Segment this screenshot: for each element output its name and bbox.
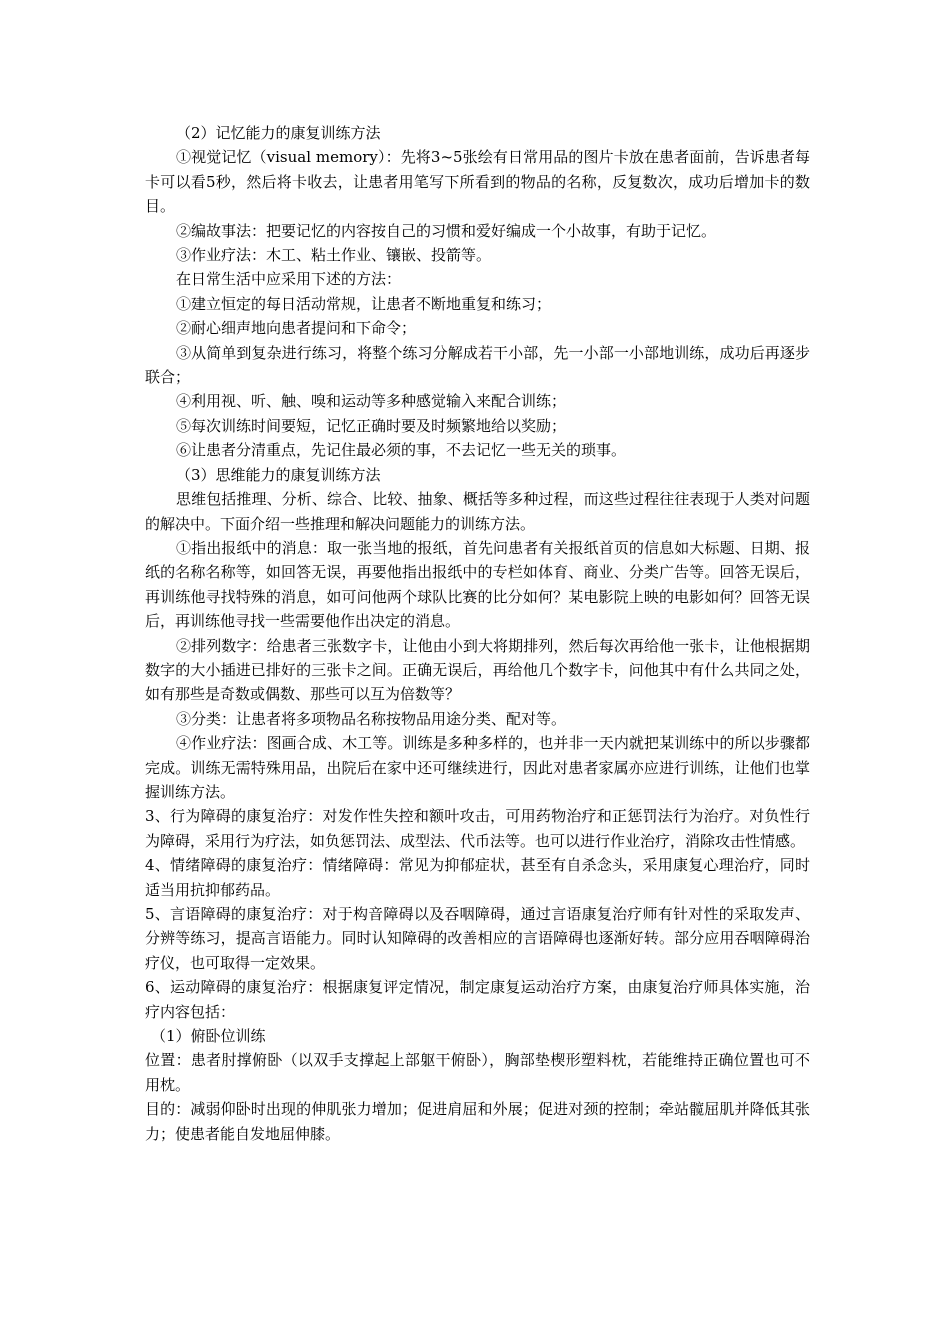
- paragraph-multisensory: ④利用视、听、触、嗅和运动等多种感觉输入来配合训练；: [176, 392, 567, 411]
- paragraph-visual-memory: ①视觉记忆（visual memory）：先将3~5张绘有日常用品的图片卡放在患者面前，告诉患者每卡可以看5秒，然后将卡收去，让患者用笔写下所看到的物品的名称，反复数次，成功后增加卡的数目。: [145, 148, 810, 216]
- heading-memory-training: （2）记忆能力的康复训练方法: [176, 124, 381, 142]
- paragraph-simple-to-complex: ③从简单到复杂进行练习，将整个练习分解成若干小部，先一小部一小部地训练，成功后再逐步联合；: [145, 343, 810, 387]
- paragraph-thinking-intro: 思维包括推理、分析、综合、比较、抽象、概括等多种过程，而这些过程往往表现于人类对问题的解决中。下面介绍一些推理和解决问题能力的训练方法。: [145, 490, 810, 533]
- paragraph-story-method: ②编故事法：把要记忆的内容按自己的习惯和爱好编成一个小故事，有助于记忆。: [176, 221, 717, 240]
- paragraph-daily-life-intro: 在日常生活中应采用下述的方法：: [176, 270, 402, 289]
- paragraph-motor-disorder: 6、运动障碍的康复治疗：根据康复评定情况，制定康复运动治疗方案，由康复治疗师具体实施，治疗内容包括：: [145, 978, 810, 1021]
- paragraph-behavior-disorder: 3、行为障碍的康复治疗：对发作性失控和额叶攻击，可用药物治疗和正惩罚法行为治疗。对负性行为障碍，采用行为疗法，如负惩罚法、成型法、代币法等。也可以进行作业治疗，消除攻击性情感。: [145, 807, 810, 850]
- paragraph-key-points: ⑥让患者分清重点，先记住最必须的事，不去记忆一些无关的琐事。: [176, 441, 627, 460]
- paragraph-occupational-therapy: ③作业疗法：木工、粘土作业、镶嵌、投箭等。: [176, 246, 492, 265]
- paragraph-patient-questions: ②耐心细声地向患者提问和下命令；: [176, 319, 417, 338]
- heading-thinking-training: （3）思维能力的康复训练方法: [176, 465, 381, 484]
- paragraph-short-sessions: ⑤每次训练时间要短，记忆正确时要及时频繁地给以奖励；: [176, 416, 567, 435]
- paragraph-number-sorting: ②排列数字：给患者三张数字卡，让他由小到大将期排列，然后每次再给他一张卡，让他根据期数字的大小插进已排好的三张卡之间。正确无误后，再给他几个数字卡，问他其中有什么共同之处，如有那些是奇数或偶数、那些可以互为倍数等？: [145, 636, 810, 704]
- paragraph-purpose: 目的：减弱仰卧时出现的伸肌张力增加；促进肩屈和外展；促进对颈的控制；牵站髋屈肌并降低其张力；使患者能自发地屈伸膝。: [145, 1100, 810, 1143]
- paragraph-speech-disorder: 5、言语障碍的康复治疗：对于构音障碍以及吞咽障碍，通过言语康复治疗师有针对性的采取发声、分辨等练习，提高言语能力。同时认知障碍的改善相应的言语障碍也逐渐好转。部分应用吞咽障碍治疗仪，也可取得一定效果。: [145, 905, 810, 972]
- paragraph-classification: ③分类：让患者将多项物品名称按物品用途分类、配对等。: [176, 709, 567, 728]
- document-page: [145, 121, 810, 1146]
- paragraph-daily-routine: ①建立恒定的每日活动常规，让患者不断地重复和练习；: [176, 294, 552, 313]
- paragraph-newspaper: ①指出报纸中的消息：取一张当地的报纸，首先问患者有关报纸首页的信息如大标题、日期、报纸的名称名称等，如回答无误，再要他指出报纸中的专栏如体育、商业、分类广告等。回答无误后，再训练他寻找特殊的消息，如可问他两个球队比赛的比分如何？某电影院上映的电影如何？回答无误后，再训练他寻找一些需要他作出决定的消息。: [145, 538, 810, 631]
- paragraph-occupational-therapy-2: ④作业疗法：图画合成、木工等。训练是多种多样的，也并非一天内就把某训练中的所以步骤都完成。训练无需特殊用品，出院后在家中还可继续进行，因此对患者家属亦应进行训练，让他们也掌握训练方法。: [145, 734, 810, 801]
- paragraph-emotion-disorder: 4、情绪障碍的康复治疗：情绪障碍：常见为抑郁症状，甚至有自杀念头，采用康复心理治疗，同时适当用抗抑郁药品。: [145, 856, 810, 899]
- heading-prone-training: （1）俯卧位训练: [151, 1027, 266, 1046]
- paragraph-position: 位置：患者肘撑俯卧（以双手支撑起上部躯干俯卧），胸部垫楔形塑料枕，若能维持正确位置也可不用枕。: [145, 1051, 810, 1094]
